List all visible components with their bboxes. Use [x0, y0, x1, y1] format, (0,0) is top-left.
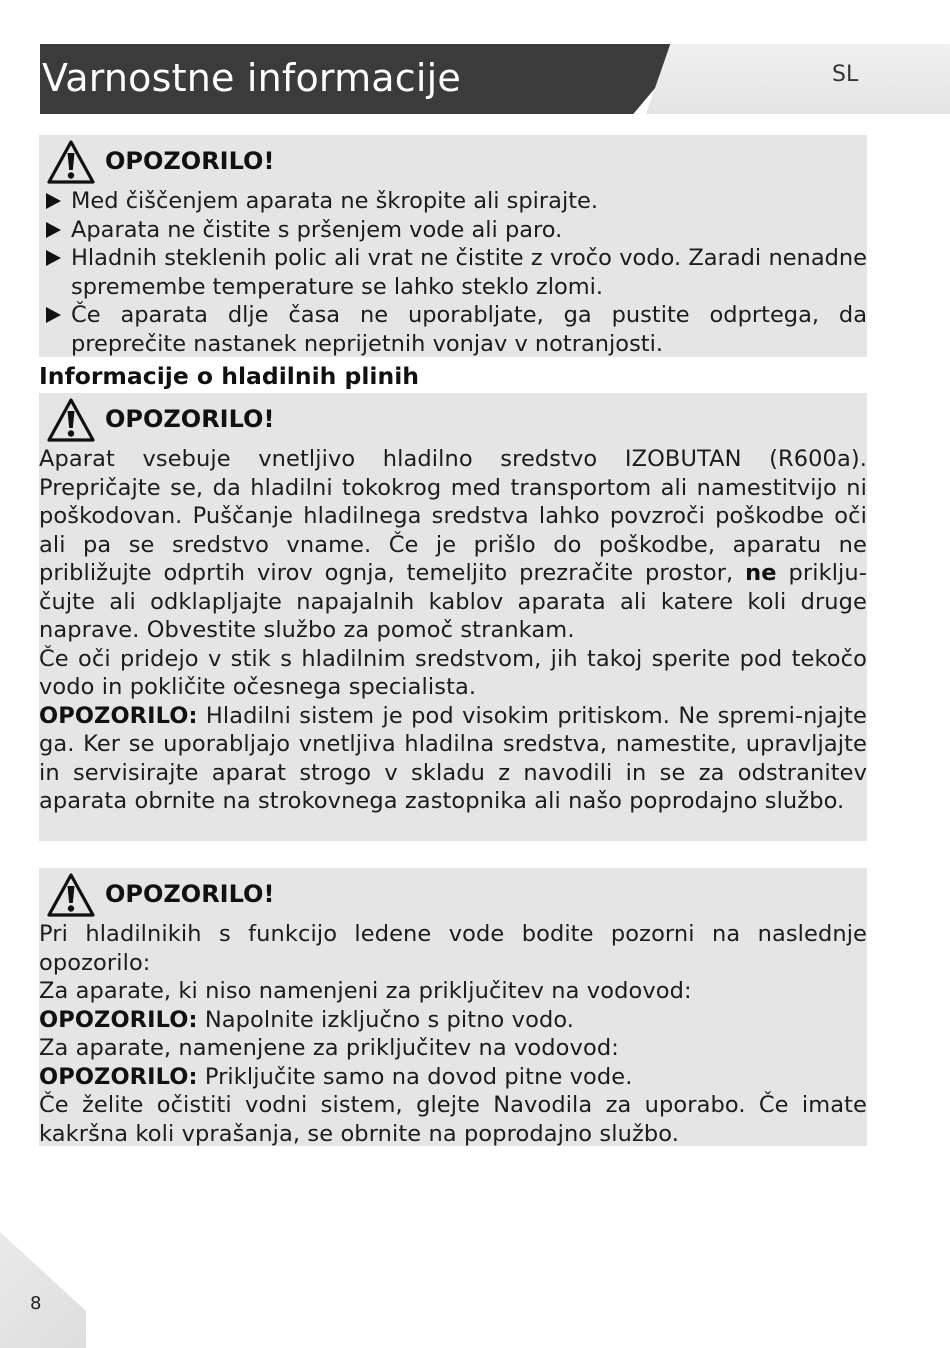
paragraph-text: Napolnite izključno s pitno vodo.	[204, 1006, 575, 1033]
list-item: Če aparata dlje časa ne uporabljate, ga pustite odprtega, da preprečite nastanek neprijetnih vonjav v notranjosti.	[39, 301, 867, 358]
paragraph-text: priklju-čujte ali odklapljajte napajalnih kablov aparata ali katere koli druge naprave. Obvestite službo za pomoč strankam.	[39, 560, 867, 643]
paragraph: Če želite očistiti vodni sistem, glejte Navodila za uporabo. Če imate kakršna koli vprašanja, se obrnite na poprodajno službo.	[39, 1092, 867, 1147]
warning-label: OPOZORILO!	[105, 147, 275, 175]
warning-inline-label: OPOZORILO:	[39, 1006, 198, 1033]
warning-header	[39, 135, 867, 187]
warning-label: OPOZORILO!	[105, 880, 275, 908]
warning-triangle-icon	[46, 139, 96, 185]
pressure-warning-paragraph	[39, 702, 867, 816]
warning-box-cleaning	[39, 135, 867, 357]
warning-triangle-icon	[46, 397, 96, 443]
paragraph-text: Priključite samo na dovod pitne vode.	[204, 1063, 633, 1090]
paragraph: Za aparate, namenjene za priključitev na vodovod:	[39, 1035, 619, 1061]
paragraph-text: Hladilni sistem je pod visokim pritiskom. Ne spremi-njajte ga. Ker se uporabljajo vnetljiva hladilna sredstva, namestite, upravljajte in servisirajte aparat strogo v skladu z navodili in se za odstranitev aparata obrnite na strokovnega zastopnika ali našo poprodajno službo.	[39, 702, 867, 814]
warning-label: OPOZORILO!	[105, 405, 275, 433]
refrigerant-paragraph	[39, 445, 867, 645]
page-number: 8	[30, 1293, 42, 1314]
paragraph: Pri hladilnikih s funkcijo ledene vode bodite pozorni na naslednje opozorilo:	[39, 921, 867, 976]
paragraph: Za aparate, ki niso namenjeni za priključitev na vodovod:	[39, 978, 692, 1004]
warning-inline-label: OPOZORILO:	[39, 702, 198, 729]
page-corner-tab	[0, 1232, 86, 1348]
paragraph-text: Aparat vsebuje vnetljivo hladilno sredstvo IZOBUTAN (R600a). Prepričajte se, da hladilni tokokrog med transportom ali namestitvijo ni poškodovan. Puščanje hladilnega sredstva lahko povzroči poškodbe oči ali pa se sredstvo vname. Če je prišlo do poškodbe, aparatu ne približujte odprtih virov ognja, temeljito prezračite prostor,	[39, 446, 867, 586]
warning-header	[39, 868, 867, 920]
section-heading: Informacije o hladilnih plinih	[39, 362, 419, 390]
language-tab	[646, 44, 950, 114]
warning-box-refrigerant	[39, 393, 867, 841]
warning-box-water	[39, 868, 867, 1146]
language-code: SL	[832, 62, 859, 87]
list-item: Med čiščenjem aparata ne škropite ali spirajte.	[39, 187, 867, 216]
warning-triangle-icon	[46, 872, 96, 918]
cleaning-warning-list	[39, 187, 867, 358]
warning-inline-label: OPOZORILO:	[39, 1063, 198, 1090]
warning-header	[39, 393, 867, 445]
paragraph	[39, 1006, 867, 1035]
list-item: Aparata ne čistite s pršenjem vode ali paro.	[39, 216, 867, 245]
eye-contact-paragraph: Če oči pridejo v stik s hladilnim sredstvom, jih takoj sperite pod tekočo vodo in pokličite očesnega specialista.	[39, 645, 867, 700]
paragraph	[39, 1063, 867, 1092]
emphasis-text: ne	[745, 560, 777, 586]
page-title: Varnostne informacije	[42, 56, 461, 100]
list-item: Hladnih steklenih polic ali vrat ne čistite z vročo vodo. Zaradi nenadne spremembe temperature se lahko steklo zlomi.	[39, 244, 867, 301]
